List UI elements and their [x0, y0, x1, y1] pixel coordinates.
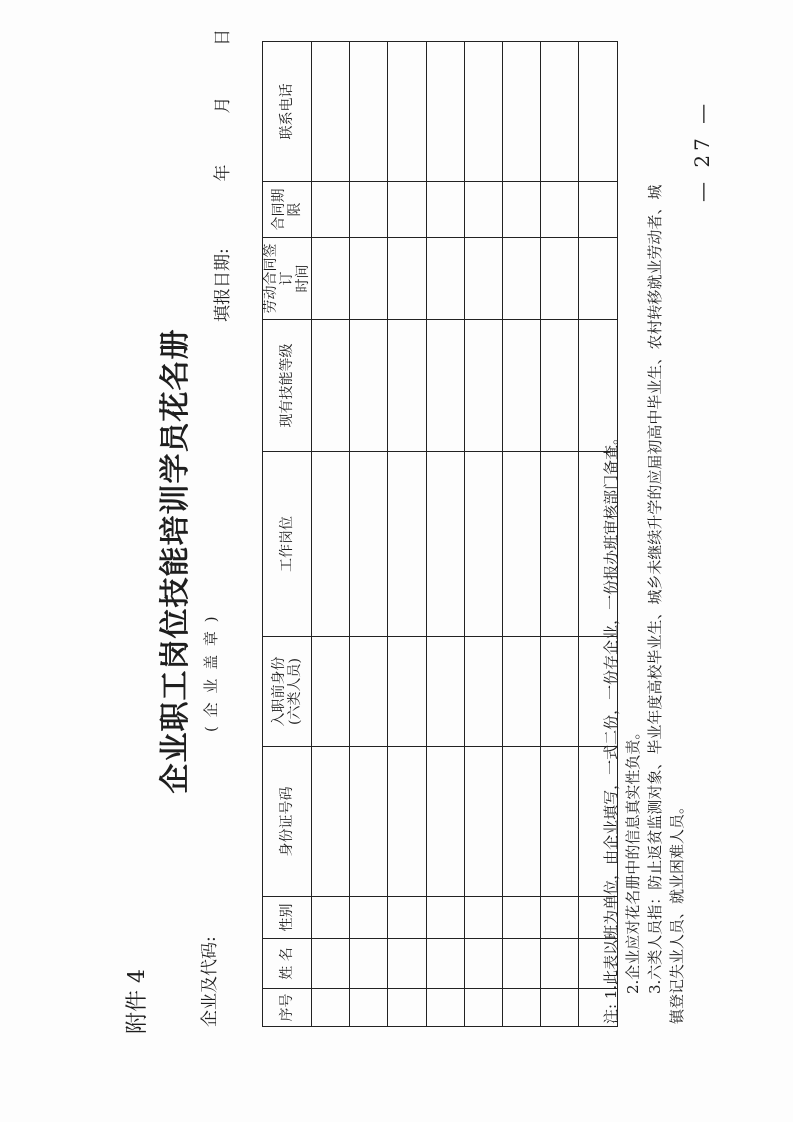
column-header: 姓 名: [263, 939, 312, 989]
table-cell[interactable]: [541, 320, 579, 452]
note-line: 注: 1.此表以班为单位，由企业填写，一式二份，一份存企业，一份报办班审核部门备查。: [602, 429, 620, 1024]
table-cell[interactable]: [464, 42, 502, 182]
table-cell[interactable]: [502, 897, 540, 939]
table-cell[interactable]: [426, 238, 464, 320]
table-cell[interactable]: [426, 182, 464, 238]
table-cell[interactable]: [502, 939, 540, 989]
table-cell[interactable]: [388, 238, 426, 320]
table-cell[interactable]: [350, 238, 388, 320]
column-header: 劳动合同签订 时间: [263, 238, 312, 320]
table-row: [388, 42, 426, 1027]
table-cell[interactable]: [350, 747, 388, 897]
table-cell[interactable]: [350, 939, 388, 989]
note-line: 2.企业应对花名册中的信息真实性负责。: [624, 724, 642, 1024]
seal-note: ( 企 业 盖 章 ): [202, 614, 220, 732]
table-cell[interactable]: [502, 238, 540, 320]
table-cell[interactable]: [464, 637, 502, 747]
table-cell[interactable]: [464, 238, 502, 320]
table-cell[interactable]: [388, 939, 426, 989]
table-cell[interactable]: [388, 989, 426, 1027]
table-cell[interactable]: [541, 897, 579, 939]
note-line: 镇登记失业人员、就业困难人员。: [668, 798, 686, 1024]
table-row: [350, 42, 388, 1027]
roster-table-wrap: [262, 42, 618, 1027]
table-cell[interactable]: [312, 42, 350, 182]
fill-date: [208, 29, 233, 322]
table-cell[interactable]: [426, 637, 464, 747]
table-header-row: [263, 42, 312, 1027]
table-cell[interactable]: [312, 238, 350, 320]
notes: [600, 185, 688, 1024]
fill-date-day: 日: [213, 28, 233, 46]
note-line: 3.六类人员指：防止返贫监测对象、毕业年度高校毕业生、城乡未继续升学的应届初高中毕业生、农村转移就业劳动者、城: [646, 184, 664, 1024]
table-cell[interactable]: [502, 320, 540, 452]
table-cell[interactable]: [312, 897, 350, 939]
table-cell[interactable]: [426, 989, 464, 1027]
fill-date-month: 月: [213, 96, 233, 114]
table-cell[interactable]: [388, 182, 426, 238]
table-cell[interactable]: [541, 747, 579, 897]
table-cell[interactable]: [541, 452, 579, 637]
table-cell[interactable]: [541, 637, 579, 747]
table-cell[interactable]: [350, 989, 388, 1027]
table-cell[interactable]: [312, 637, 350, 747]
table-cell[interactable]: [350, 320, 388, 452]
table-cell[interactable]: [388, 42, 426, 182]
table-cell[interactable]: [464, 182, 502, 238]
table-cell[interactable]: [388, 747, 426, 897]
table-cell[interactable]: [464, 897, 502, 939]
column-header: 合同期限: [263, 182, 312, 238]
table-cell[interactable]: [312, 320, 350, 452]
table-cell[interactable]: [541, 939, 579, 989]
column-header: 入职前身份 (六类人员): [263, 637, 312, 747]
column-header: 身份证号码: [263, 747, 312, 897]
table-cell[interactable]: [350, 897, 388, 939]
table-cell[interactable]: [312, 452, 350, 637]
table-cell[interactable]: [464, 452, 502, 637]
column-header: 现有技能等级: [263, 320, 312, 452]
page-title: 企业职工岗位技能培训学员花名册: [158, 328, 193, 794]
table-cell[interactable]: [464, 320, 502, 452]
column-header: 工作岗位: [263, 452, 312, 637]
table-cell[interactable]: [312, 989, 350, 1027]
table-cell[interactable]: [426, 42, 464, 182]
roster-table: [262, 41, 618, 1027]
table-cell[interactable]: [426, 320, 464, 452]
table-cell[interactable]: [541, 42, 579, 182]
table-cell[interactable]: [426, 747, 464, 897]
column-header: 性别: [263, 897, 312, 939]
fill-date-year: 年: [213, 164, 233, 182]
table-cell[interactable]: [350, 637, 388, 747]
table-cell[interactable]: [388, 897, 426, 939]
attachment-label: 附件 4: [125, 969, 150, 1034]
table-cell[interactable]: [502, 637, 540, 747]
table-row: [541, 42, 579, 1027]
enterprise-code-label: 企业及代码:: [200, 936, 220, 1027]
table-row: [426, 42, 464, 1027]
table-cell[interactable]: [541, 182, 579, 238]
table-row: [502, 42, 540, 1027]
table-cell[interactable]: [502, 989, 540, 1027]
page-number: — 27 —: [690, 99, 714, 202]
table-cell[interactable]: [541, 238, 579, 320]
fill-date-label: 填报日期:: [213, 248, 233, 322]
table-cell[interactable]: [426, 452, 464, 637]
table-cell[interactable]: [350, 42, 388, 182]
table-cell[interactable]: [502, 452, 540, 637]
table-cell[interactable]: [541, 989, 579, 1027]
table-cell[interactable]: [464, 989, 502, 1027]
table-cell[interactable]: [388, 452, 426, 637]
table-cell[interactable]: [464, 747, 502, 897]
table-cell[interactable]: [502, 747, 540, 897]
table-cell[interactable]: [502, 182, 540, 238]
table-cell[interactable]: [350, 182, 388, 238]
table-cell[interactable]: [426, 939, 464, 989]
table-cell[interactable]: [502, 42, 540, 182]
table-cell[interactable]: [426, 897, 464, 939]
table-cell[interactable]: [579, 42, 617, 182]
column-header: 联系电话: [263, 42, 312, 182]
table-cell[interactable]: [388, 320, 426, 452]
table-body: [312, 42, 618, 1027]
table-cell[interactable]: [350, 452, 388, 637]
table-cell[interactable]: [312, 747, 350, 897]
table-row: [312, 42, 350, 1027]
table-cell[interactable]: [388, 637, 426, 747]
table-cell[interactable]: [464, 939, 502, 989]
table-row: [464, 42, 502, 1027]
table-cell[interactable]: [312, 182, 350, 238]
table-cell[interactable]: [312, 939, 350, 989]
column-header: 序号: [263, 989, 312, 1027]
